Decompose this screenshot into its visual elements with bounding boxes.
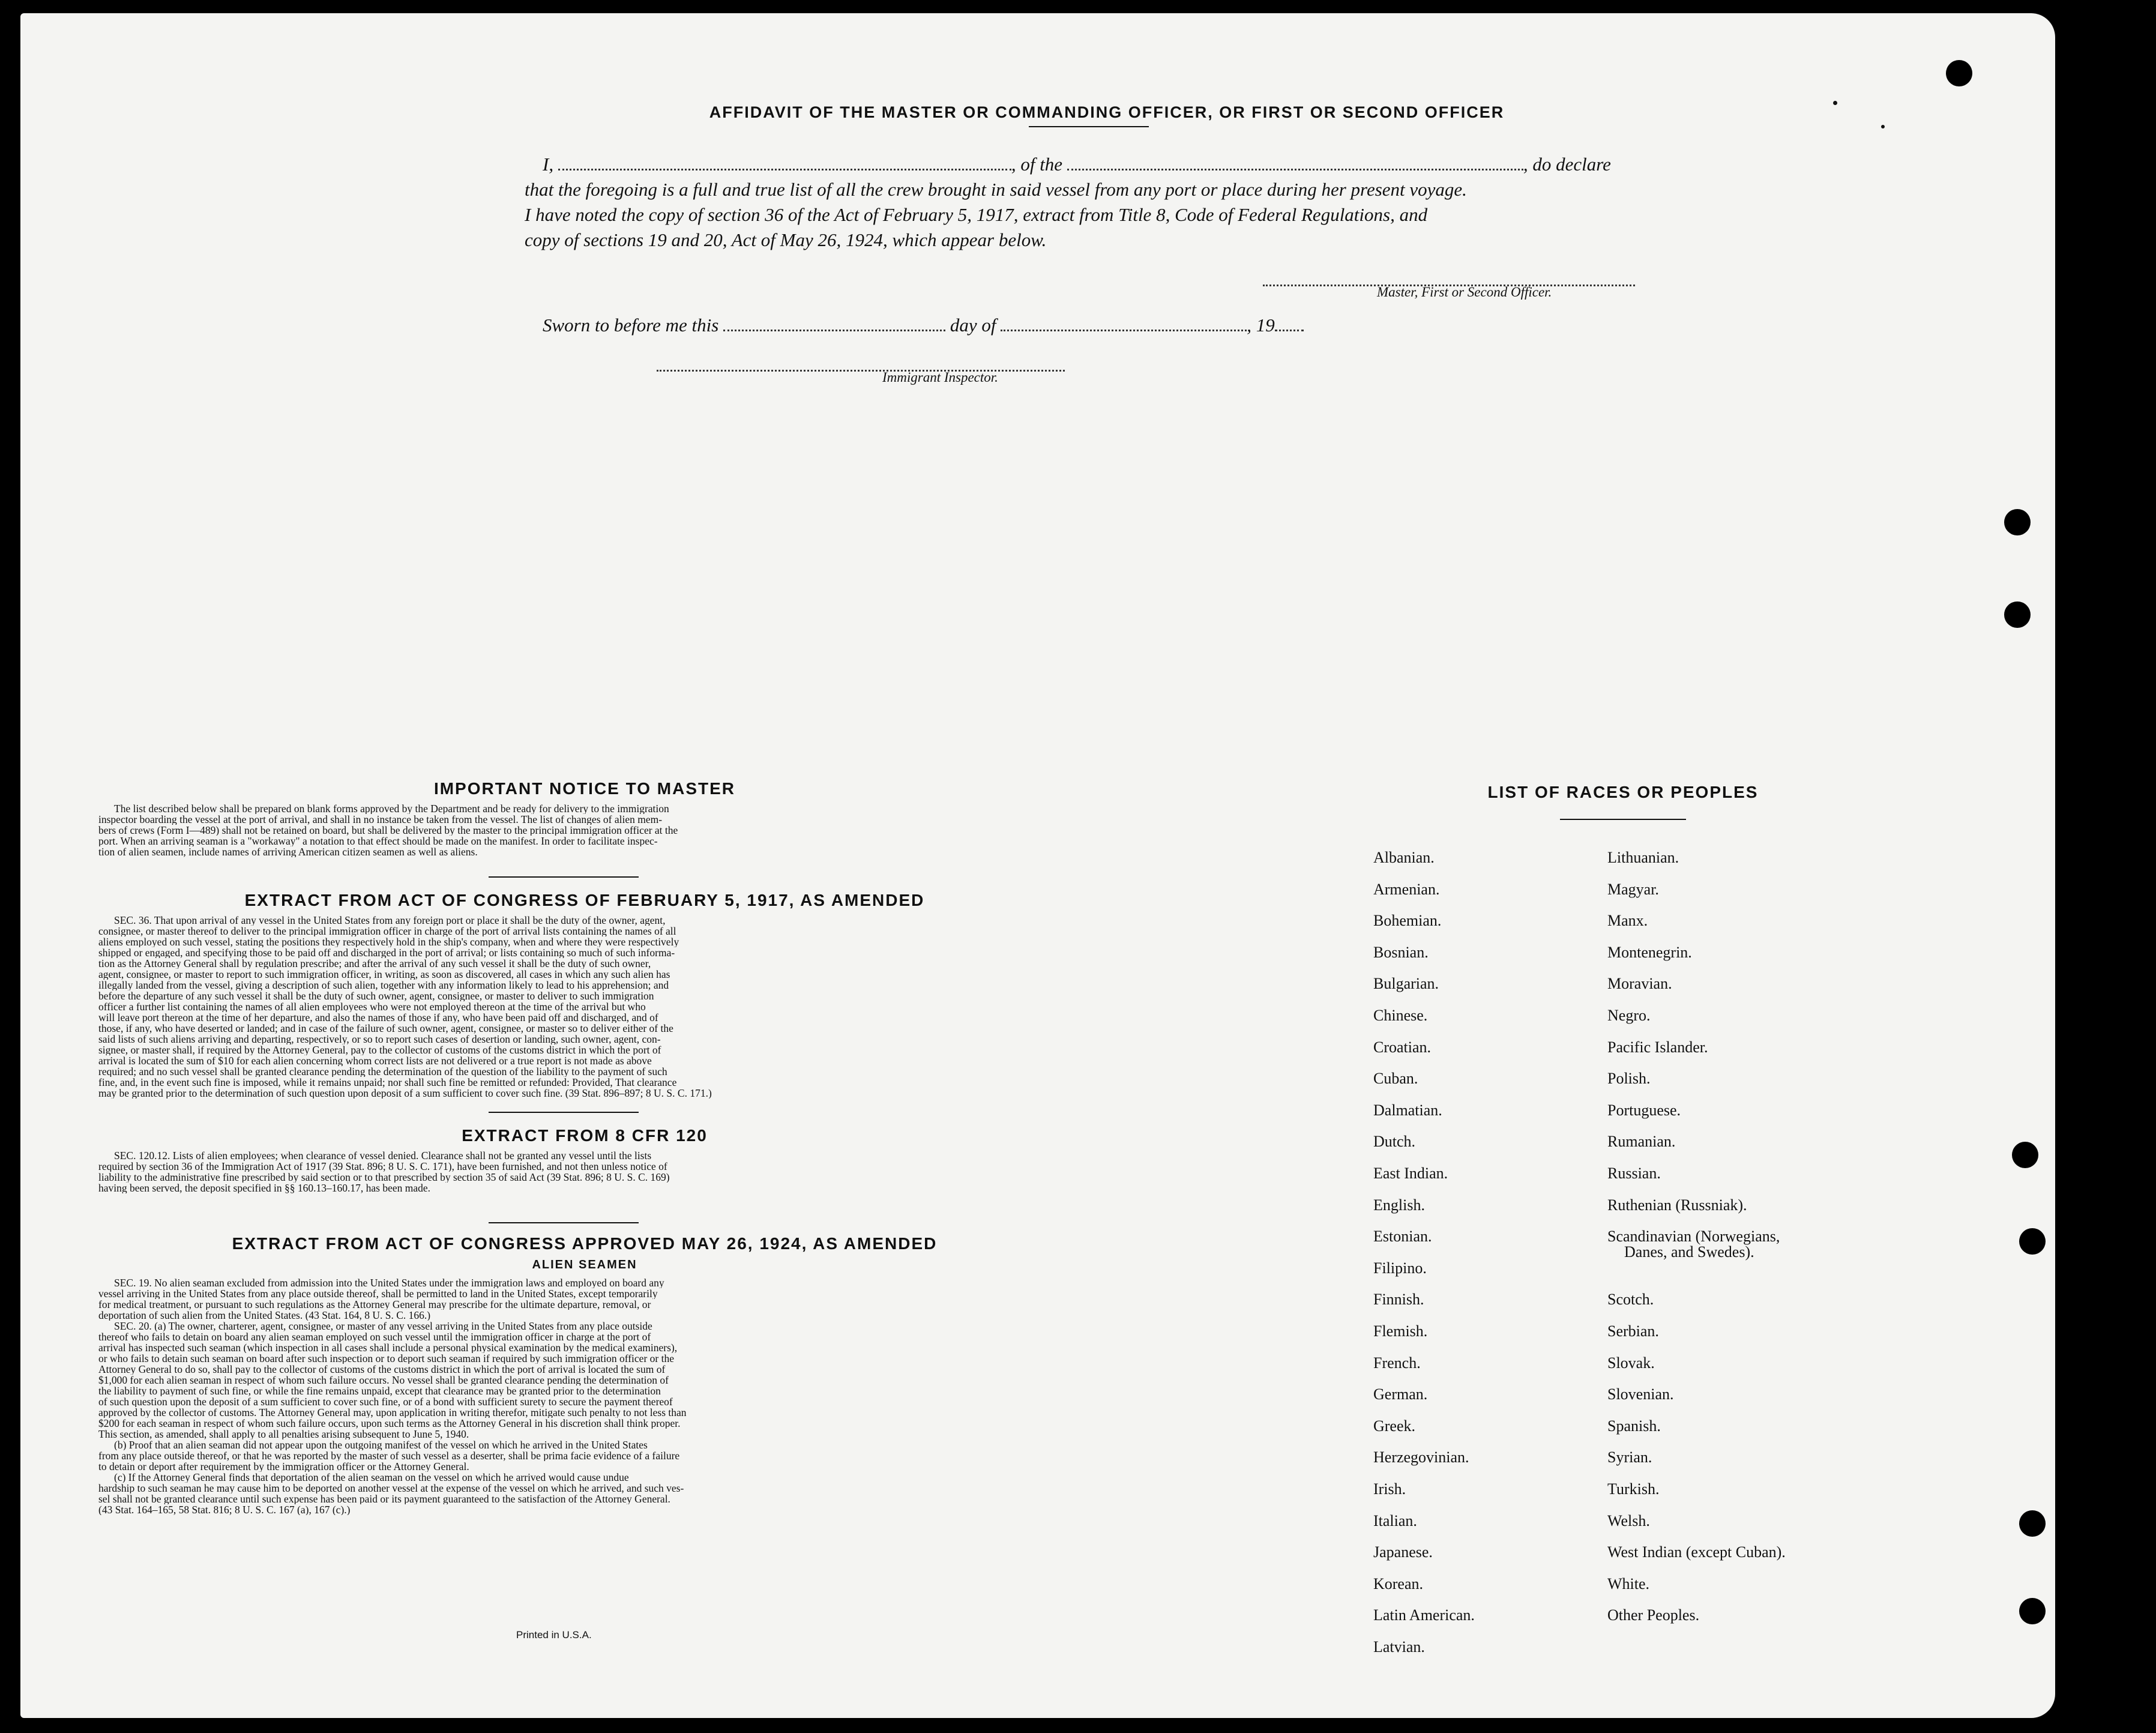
text-line: consignee, or master thereof to deliver to the principal immigration officer in charge of the port of arrival lists containing the names of all xyxy=(98,926,676,936)
text-line: arrival has inspected such seaman (which inspection in all cases shall include a personal physical examination by the medical examiners), xyxy=(98,1342,678,1353)
master-label: Master, First or Second Officer. xyxy=(1377,285,1552,300)
text-line: for medical treatment, or pursuant to such regulations as the Attorney General may prescribe for the ultimate departure, removal, or xyxy=(98,1299,651,1310)
race-item: Japanese. xyxy=(1373,1543,1433,1561)
text-line: SEC. 36. That upon arrival of any vessel in the United States from any foreign port or place it shall be the duty of the owner, agent, xyxy=(114,915,666,926)
text-line: SEC. 120.12. Lists of alien employees; when clearance of vessel denied. Clearance shall not be granted any vessel until the lists xyxy=(114,1150,652,1161)
text-line: This section, as amended, shall apply to all penalties arising subsequent to June 5, 1940. xyxy=(98,1429,469,1439)
race-item: Syrian. xyxy=(1607,1448,1652,1466)
race-item: Moravian. xyxy=(1607,975,1672,993)
race-item: East Indian. xyxy=(1373,1165,1448,1182)
text-line: officer a further list containing the names of all alien employees who were not employed thereon at the time of the arrival but who xyxy=(98,1001,646,1012)
text-line: having been served, the deposit specified in §§ 160.13–160.17, has been made. xyxy=(98,1183,431,1193)
sworn-line: Sworn to before me this day of , 19 xyxy=(543,313,1503,337)
race-item: Polish. xyxy=(1607,1070,1651,1088)
text-line: agent, consignee, or master to report to such immigration officer, in writing, as soon as discovered, all cases in which any such alien has xyxy=(98,969,670,980)
text-line: vessel arriving in the United States from any place outside thereof, shall be permitted to land in the United States, except temporarily xyxy=(98,1288,658,1299)
cfr-title: EXTRACT FROM 8 CFR 120 xyxy=(462,1126,708,1145)
text-line: signee, or master shall, if required by the Attorney General, pay to the collector of customs of the customs district in which the port of xyxy=(98,1044,661,1055)
text-line: port. When an arriving seaman is a "workaway" a notation to that effect should be made on the manifest. In order to facilitate inspec- xyxy=(98,836,658,846)
race-item: Pacific Islander. xyxy=(1607,1038,1708,1056)
text-line: The list described below shall be prepared on blank forms approved by the Department and be ready for delivery to the immigration xyxy=(114,803,669,814)
text-line: inspector boarding the vessel at the port of arrival, and shall in no instance be taken from the vessel. The list of changes of alien mem- xyxy=(98,814,663,825)
affidavit-line-2: that the foregoing is a full and true list of all the crew brought in said vessel from any port or place during her present voyage. xyxy=(525,179,1467,200)
text-line: deportation of such alien from the United States. (43 Stat. 164, 8 U. S. C. 166.) xyxy=(98,1310,431,1321)
races-list xyxy=(20,13,2055,1718)
race-item: French. xyxy=(1373,1354,1421,1372)
text-line: (43 Stat. 164–165, 58 Stat. 816; 8 U. S. C. 167 (a), 167 (c).) xyxy=(98,1504,351,1515)
race-item: Latvian. xyxy=(1373,1638,1425,1656)
text-line: liability to the administrative fine prescribed by said section or to that prescribed by section 35 of said Act (39 Stat. 896; 8 U. S. C. 169) xyxy=(98,1172,670,1183)
text-line: tion of alien seamen, include names of arriving American citizen seamen as well as aliens. xyxy=(98,846,478,857)
text-line: said lists of such aliens arriving and departing, respectively, or so to report such cases of desertion or landing, such owner, agent, con- xyxy=(98,1034,661,1044)
affidavit-line-3: I have noted the copy of section 36 of the Act of February 5, 1917, extract from Title 8, Code of Federal Regulations, and xyxy=(525,204,1428,225)
text-line: aliens employed on such vessel, stating the positions they respectively hold in the ship's company, when and where they were respectively xyxy=(98,936,679,947)
text-line: arrival is located the sum of $10 for each alien concerning whom correct lists are not delivered or a true report is not made as above xyxy=(98,1055,652,1066)
race-item: Cuban. xyxy=(1373,1070,1418,1088)
text-line: before the departure of any such vessel it shall be the duty of such owner, agent, consignee, or master to deliver to such immigration xyxy=(98,990,654,1001)
race-item: Croatian. xyxy=(1373,1038,1432,1056)
text-line: shipped or engaged, and specifying those to be paid off and discharged in the port of arrival; or lists containing so much of such informa- xyxy=(98,947,675,958)
text-line: may be granted prior to the determination of such question upon deposit of a sum sufficient to cover such fine. (39 Stat. 896–897; 8 U. S. C. 171.) xyxy=(98,1088,712,1099)
race-item: Negro. xyxy=(1607,1007,1651,1024)
text-line: Attorney General to do so, shall pay to the collector of customs of the customs district in which the port of arrival is located the sum of xyxy=(98,1364,666,1375)
race-item: Magyar. xyxy=(1607,880,1659,898)
race-item: Irish. xyxy=(1373,1480,1406,1498)
printed-in-usa: Printed in U.S.A. xyxy=(516,1629,592,1641)
race-item: Bosnian. xyxy=(1373,943,1429,961)
race-item: Armenian. xyxy=(1373,880,1440,898)
text-line: $1,000 for each alien seaman in respect of whom such failure occurs. No vessel shall be granted clearance pending the determination of xyxy=(98,1375,669,1385)
race-item: Russian. xyxy=(1607,1165,1661,1182)
race-item: Dalmatian. xyxy=(1373,1101,1442,1119)
text-line: (b) Proof that an alien seaman did not appear upon the outgoing manifest of the vessel on which he arrived in the United States xyxy=(114,1439,648,1450)
race-item: Herzegovinian. xyxy=(1373,1448,1469,1466)
text-line: sel shall not be granted clearance until such expense has been paid or its payment guaranteed to the satisfaction of the Attorney General. xyxy=(98,1493,670,1504)
extract-1924-subtitle: ALIEN SEAMEN xyxy=(532,1258,637,1271)
race-item: Dutch. xyxy=(1373,1133,1416,1151)
text-line: those, if any, who have deserted or landed; and in case of the failure of such owner, agent, consignee, or master so to deliver either of the xyxy=(98,1023,673,1034)
text-line: or who fails to detain such seaman on board after such inspection or to deport such seaman if required by such immigration officer or the xyxy=(98,1353,674,1364)
extract-1924-title: EXTRACT FROM ACT OF CONGRESS APPROVED MAY 26, 1924, AS AMENDED xyxy=(232,1234,938,1253)
text-line: of such question upon the deposit of a sum sufficient to cover such fine, or of a bond with sufficient surety to secure the payment thereof xyxy=(98,1396,673,1407)
race-item: German. xyxy=(1373,1385,1428,1403)
race-item: Serbian. xyxy=(1607,1322,1659,1340)
race-item: Rumanian. xyxy=(1607,1133,1676,1151)
document-page xyxy=(20,13,2055,1718)
race-item: West Indian (except Cuban). xyxy=(1607,1543,1786,1561)
race-item-continuation: Danes, and Swedes). xyxy=(1624,1243,1754,1261)
notice-title: IMPORTANT NOTICE TO MASTER xyxy=(433,779,736,798)
race-item: Scandinavian (Norwegians, xyxy=(1607,1228,1780,1246)
race-item: Bulgarian. xyxy=(1373,975,1439,993)
race-item: Korean. xyxy=(1373,1575,1424,1593)
race-item: Greek. xyxy=(1373,1417,1416,1435)
text-line: from any place outside thereof, or that he was reported by the master of such vessel as a deserter, shall be prima facie evidence of a failure xyxy=(98,1450,680,1461)
race-item: Chinese. xyxy=(1373,1007,1428,1024)
race-item: Welsh. xyxy=(1607,1511,1650,1530)
text-line: to detain or deport after requirement by the immigration officer or the Attorney General. xyxy=(98,1461,469,1472)
race-item: Bohemian. xyxy=(1373,912,1442,930)
text-line: approved by the collector of customs. The Attorney General may, upon application in writing therefor, mitigate such penalty to not less than xyxy=(98,1407,687,1418)
text-line: (c) If the Attorney General finds that deportation of the alien seaman on the vessel on which he arrived would cause undue xyxy=(114,1472,629,1483)
text-line: the liability to payment of such fine, or while the fine remains unpaid, except that clearance may be granted prior to the determination xyxy=(98,1385,661,1396)
race-item: Slovak. xyxy=(1607,1354,1655,1372)
race-item: Lithuanian. xyxy=(1607,849,1679,866)
text-line: hardship to such seaman he may cause him to be deported on another vessel at the expense of the vessel on which he arrived, and such ves- xyxy=(98,1483,684,1493)
race-item: Turkish. xyxy=(1607,1480,1660,1498)
race-item: Finnish. xyxy=(1373,1291,1424,1309)
race-item: Manx. xyxy=(1607,912,1648,930)
text-line: required; and no such vessel shall be granted clearance pending the determination of the question of the liability to the payment of such xyxy=(98,1066,667,1077)
affidavit-line-1: I, , of the , do declare xyxy=(543,154,1611,175)
text-line: bers of crews (Form I—489) shall not be retained on board, but shall be delivered by the master to the principal immigration officer at the xyxy=(98,825,678,836)
race-item: Albanian. xyxy=(1373,849,1435,866)
text-line: fine, and, in the event such fine is imposed, while it remains unpaid; nor shall such fine be remitted or refunded: Provided, That clearance xyxy=(98,1077,677,1088)
race-item: Italian. xyxy=(1373,1511,1417,1530)
affidavit-title: AFFIDAVIT OF THE MASTER OR COMMANDING OFFICER, OR FIRST OR SECOND OFFICER xyxy=(709,103,1505,121)
text-line: required by section 36 of the Immigration Act of 1917 (39 Stat. 896; 8 U. S. C. 171), have been furnished, and not then unless notice of xyxy=(98,1161,667,1172)
race-item: Scotch. xyxy=(1607,1291,1654,1309)
extract-1917-title: EXTRACT FROM ACT OF CONGRESS OF FEBRUARY 5, 1917, AS AMENDED xyxy=(244,891,925,909)
race-item: Other Peoples. xyxy=(1607,1606,1700,1624)
race-item: Flemish. xyxy=(1373,1322,1428,1340)
race-item: Estonian. xyxy=(1373,1228,1432,1246)
text-line: SEC. 20. (a) The owner, charterer, agent, consignee, or master of any vessel arriving in the United States from any place outside xyxy=(114,1321,652,1331)
text-line: SEC. 19. No alien seaman excluded from admission into the United States under the immigration laws and employed on board any xyxy=(114,1277,664,1288)
inspector-label: Immigrant Inspector. xyxy=(882,370,998,385)
race-item: Montenegrin. xyxy=(1607,943,1692,961)
race-item: Slovenian. xyxy=(1607,1385,1674,1403)
race-item: Filipino. xyxy=(1373,1259,1427,1277)
races-title: LIST OF RACES OR PEOPLES xyxy=(1487,783,1759,801)
race-item: Spanish. xyxy=(1607,1417,1661,1435)
race-item: Latin American. xyxy=(1373,1606,1475,1624)
race-item: Portuguese. xyxy=(1607,1101,1681,1119)
text-line: thereof who fails to detain on board any alien seaman employed on such vessel until the immigration officer in charge at the port of xyxy=(98,1331,651,1342)
affidavit-line-4: copy of sections 19 and 20, Act of May 26, 1924, which appear below. xyxy=(525,229,1047,250)
text-line: illegally landed from the vessel, giving a description of such alien, together with any information likely to lead to his apprehension; and xyxy=(98,980,669,990)
race-item: White. xyxy=(1607,1575,1650,1593)
race-item: Ruthenian (Russniak). xyxy=(1607,1196,1747,1214)
text-line: $200 for each seaman in respect of whom such failure occurs, upon such terms as the Attorney General in his discretion shall think proper. xyxy=(98,1418,681,1429)
text-line: will leave port thereon at the time of her departure, and also the names of those if any, who have been paid off and discharged, and of xyxy=(98,1012,658,1023)
race-item: English. xyxy=(1373,1196,1425,1214)
text-line: tion as the Attorney General shall by regulation prescribe; and after the arrival of any such vessel it shall be the duty of such owner, xyxy=(98,958,651,969)
